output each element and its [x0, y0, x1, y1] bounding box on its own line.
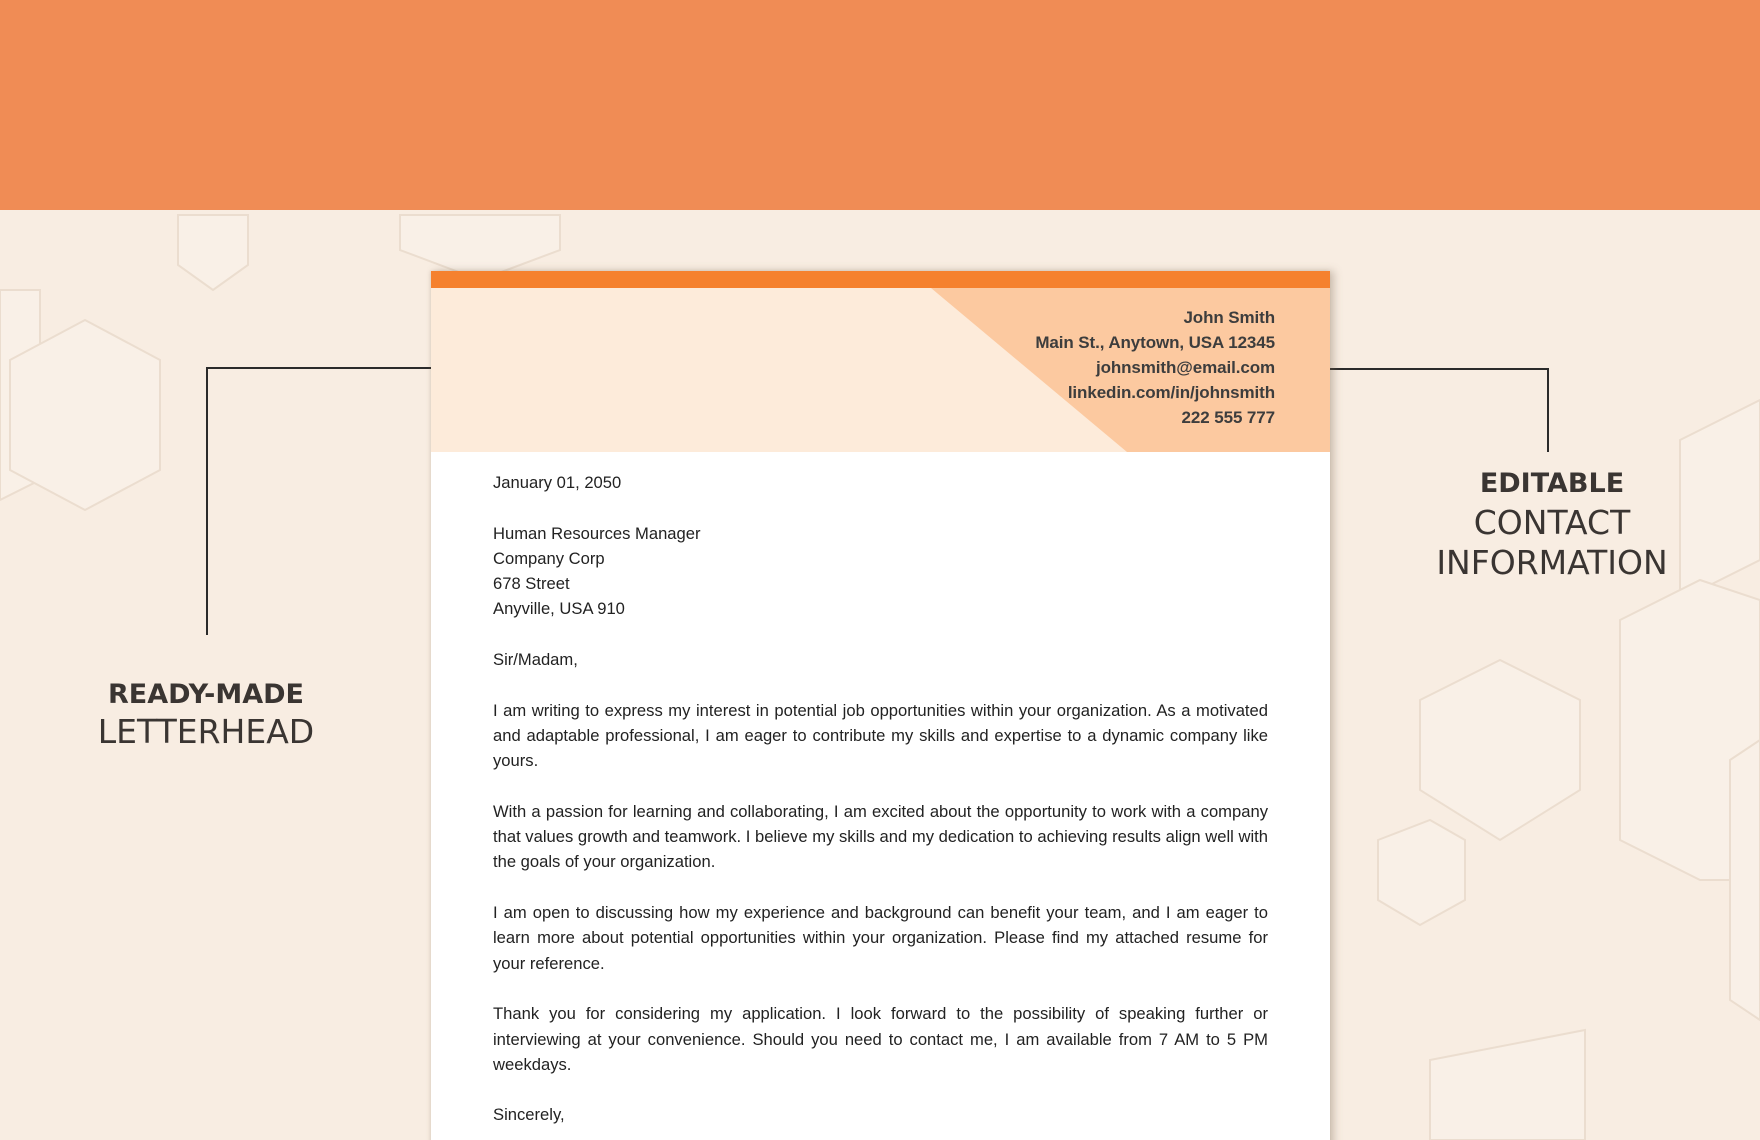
contact-name[interactable]: John Smith [1183, 308, 1275, 327]
paragraph-2[interactable]: With a passion for learning and collaborating, I am excited about the opportunity to work with a company that values growth and teamwork. I believe my skills and my dedication to achieving results align well with the goals of your organization. [493, 801, 1268, 872]
recipient-title[interactable]: Human Resources Manager [493, 523, 701, 543]
accent-bar [431, 271, 1330, 288]
callout-ready-made-letterhead [86, 678, 326, 752]
top-banner [0, 0, 1760, 210]
letter-body [493, 470, 1268, 1128]
closing[interactable]: Sincerely, [493, 1105, 565, 1125]
recipient-street[interactable]: 678 Street [493, 574, 570, 594]
right-callout-line-horizontal [1330, 368, 1549, 370]
contact-phone[interactable]: 222 555 777 [1181, 408, 1275, 427]
contact-email[interactable]: johnsmith@email.com [1095, 358, 1275, 377]
callout-right-light-1: CONTACT [1473, 503, 1631, 542]
left-callout-line-horizontal [206, 367, 431, 369]
callout-left-light: LETTERHEAD [97, 712, 315, 751]
contact-linkedin[interactable]: linkedin.com/in/johnsmith [1067, 383, 1275, 402]
recipient-company[interactable]: Company Corp [493, 548, 605, 568]
callout-left-bold: READY-MADE [108, 679, 304, 710]
callout-right-light-2: INFORMATION [1436, 543, 1668, 582]
callout-editable-contact-information [1412, 467, 1692, 583]
recipient-city[interactable]: Anyville, USA 910 [493, 599, 625, 619]
letter-document [431, 271, 1330, 1140]
right-callout-line-vertical [1547, 368, 1549, 452]
paragraph-1[interactable]: I am writing to express my interest in potential job opportunities within your organization. As a motivated and adaptable professional, I am eager to contribute my skills and expertise to a dynamic company like yours. [493, 700, 1268, 771]
left-callout-line-vertical [206, 367, 208, 635]
contact-address[interactable]: Main St., Anytown, USA 12345 [1035, 333, 1275, 352]
letterhead [431, 288, 1330, 452]
callout-right-bold: EDITABLE [1479, 468, 1625, 499]
paragraph-3[interactable]: I am open to discussing how my experience and background can benefit your team, and I am eager to learn more about potential opportunities within your organization. Please find my attached resume for your reference. [493, 903, 1268, 973]
letter-date[interactable]: January 01, 2050 [493, 473, 622, 492]
contact-block [1035, 305, 1275, 430]
paragraph-4[interactable]: Thank you for considering my application. I look forward to the possibility of speaking further or interviewing at your convenience. Should you need to contact me, I am available from 7 AM to 5 PM weekdays. [493, 1004, 1268, 1074]
salutation[interactable]: Sir/Madam, [493, 650, 578, 670]
